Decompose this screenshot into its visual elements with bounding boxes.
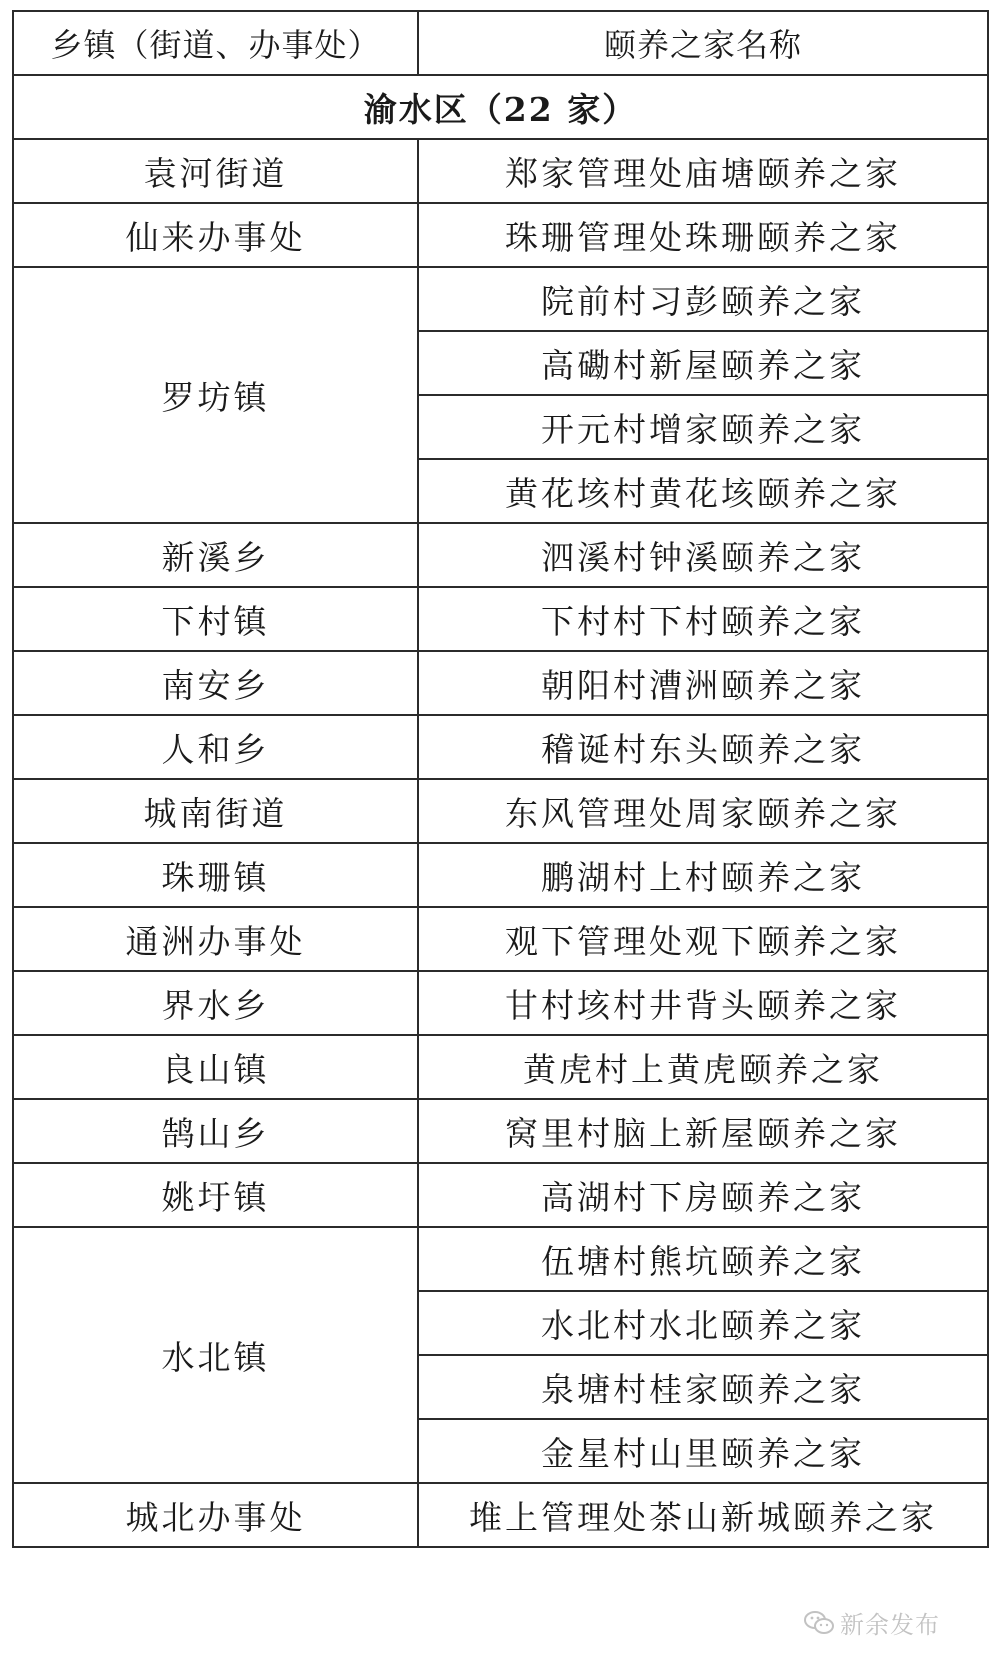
home-name-cell: 泗溪村钟溪颐养之家 xyxy=(418,523,988,587)
town-cell: 下村镇 xyxy=(13,587,418,651)
district-title: 渝水区（22 家） xyxy=(13,75,988,139)
home-name-cell: 甘村垓村井背头颐养之家 xyxy=(418,971,988,1035)
home-name-cell: 朝阳村漕洲颐养之家 xyxy=(418,651,988,715)
home-name-cell: 鹏湖村上村颐养之家 xyxy=(418,843,988,907)
town-cell: 新溪乡 xyxy=(13,523,418,587)
table-row xyxy=(13,1035,988,1099)
home-name-cell: 高湖村下房颐养之家 xyxy=(418,1163,988,1227)
table-row xyxy=(13,1227,988,1291)
district-row xyxy=(13,75,988,139)
home-name-cell: 堆上管理处茶山新城颐养之家 xyxy=(418,1483,988,1547)
town-cell: 罗坊镇 xyxy=(13,267,418,523)
home-name-cell: 金星村山里颐养之家 xyxy=(418,1419,988,1483)
header-town: 乡镇（街道、办事处） xyxy=(13,11,418,75)
home-name-cell: 窝里村脑上新屋颐养之家 xyxy=(418,1099,988,1163)
watermark-text: 新余发布 xyxy=(840,1611,940,1639)
header-home-name: 颐养之家名称 xyxy=(418,11,988,75)
home-name-cell: 东风管理处周家颐养之家 xyxy=(418,779,988,843)
table-row xyxy=(13,843,988,907)
table-row xyxy=(13,971,988,1035)
town-cell: 良山镇 xyxy=(13,1035,418,1099)
town-cell: 城北办事处 xyxy=(13,1483,418,1547)
table-row xyxy=(13,715,988,779)
header-row xyxy=(13,11,988,75)
home-name-cell: 珠珊管理处珠珊颐养之家 xyxy=(418,203,988,267)
town-cell: 袁河街道 xyxy=(13,139,418,203)
town-cell: 珠珊镇 xyxy=(13,843,418,907)
table-row xyxy=(13,1483,988,1547)
watermark xyxy=(804,1605,940,1640)
town-cell: 鹄山乡 xyxy=(13,1099,418,1163)
home-name-cell: 观下管理处观下颐养之家 xyxy=(418,907,988,971)
town-cell: 人和乡 xyxy=(13,715,418,779)
town-cell: 仙来办事处 xyxy=(13,203,418,267)
elderly-care-home-table xyxy=(12,10,989,1548)
town-cell: 通洲办事处 xyxy=(13,907,418,971)
wechat-icon xyxy=(804,1610,834,1636)
home-name-cell: 水北村水北颐养之家 xyxy=(418,1291,988,1355)
home-name-cell: 稽诞村东头颐养之家 xyxy=(418,715,988,779)
home-name-cell: 高磡村新屋颐养之家 xyxy=(418,331,988,395)
home-name-cell: 郑家管理处庙塘颐养之家 xyxy=(418,139,988,203)
town-cell: 姚圩镇 xyxy=(13,1163,418,1227)
home-name-cell: 伍塘村熊坑颐养之家 xyxy=(418,1227,988,1291)
town-cell: 城南街道 xyxy=(13,779,418,843)
table-row xyxy=(13,203,988,267)
table-row xyxy=(13,907,988,971)
town-cell: 南安乡 xyxy=(13,651,418,715)
town-cell: 水北镇 xyxy=(13,1227,418,1483)
home-name-cell: 黄虎村上黄虎颐养之家 xyxy=(418,1035,988,1099)
town-cell: 界水乡 xyxy=(13,971,418,1035)
home-name-cell: 下村村下村颐养之家 xyxy=(418,587,988,651)
table-row xyxy=(13,523,988,587)
table-row xyxy=(13,779,988,843)
home-name-cell: 开元村增家颐养之家 xyxy=(418,395,988,459)
home-name-cell: 泉塘村桂家颐养之家 xyxy=(418,1355,988,1419)
table-row xyxy=(13,139,988,203)
table-row xyxy=(13,267,988,331)
table-row xyxy=(13,1099,988,1163)
table-row xyxy=(13,651,988,715)
home-name-cell: 黄花垓村黄花垓颐养之家 xyxy=(418,459,988,523)
table-row xyxy=(13,1163,988,1227)
home-name-cell: 院前村习彭颐养之家 xyxy=(418,267,988,331)
table-row xyxy=(13,587,988,651)
